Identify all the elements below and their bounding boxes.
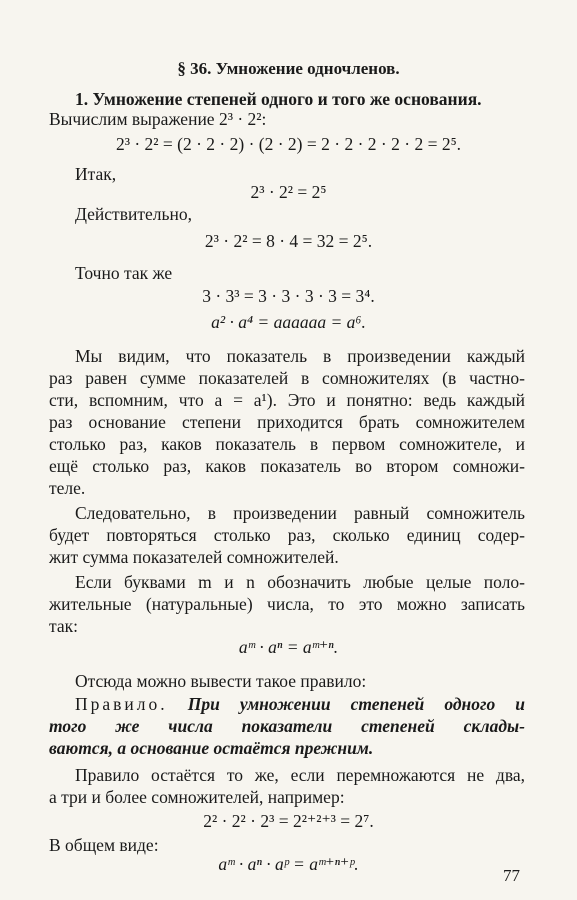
tochno-text: Точно так же [75,263,173,283]
para1-line-6: ещё столько раз, каков показатель во втором сомножи- [49,456,525,476]
section-title: § 36. Умножение одночленов. [177,59,400,78]
para2-line-2: будет повторяться столько раз, сколько единиц содер- [49,525,525,545]
para1-line-2: раз равен сумме показателей в сомножителях (в частно- [49,368,525,388]
para2-line-3: жит сумма показателей сомножителей. [49,547,339,567]
intro-expression: 2³ · 2²: [218,109,267,129]
equation-7: 2² · 2² · 2³ = 2²⁺²⁺³ = 2⁷. [203,811,374,831]
para4-line-1: Правило остаётся то же, если перемножаются не два, [75,765,525,785]
para2-line-1: Следовательно, в произведении равный сомножитель [75,503,525,523]
otsyuda-text: Отсюда можно вывести такое правило: [75,671,367,691]
para1-line-5: столько раз, каков показатель в первом сомножителе, и [49,434,525,454]
rule-text-1: При умножении степеней одного и [187,694,525,714]
para4-line-2: а три и более сомножителей, например: [49,787,345,807]
equation-6: aᵐ · aⁿ = aᵐ⁺ⁿ. [238,637,339,657]
rule-line-3: ваются, а основание остаётся прежним. [49,738,374,758]
para1-line-1: Мы видим, что показатель в произведении каждый [75,346,525,366]
equation-1: 2³ · 2² = (2 · 2 · 2) · (2 · 2) = 2 · 2 · 2 · 2 · 2 = 2⁵. [115,134,462,154]
equation-8: aᵐ · aⁿ · aᵖ = aᵐ⁺ⁿ⁺ᵖ. [218,854,359,874]
para1-line-4: раз основание степени приходится брать сомножителем [49,412,525,432]
subsection-number: 1. [75,89,89,109]
equation-3: 2³ · 2² = 8 · 4 = 32 = 2⁵. [204,231,373,251]
subsection-heading [75,88,482,110]
obshchem-text: В общем виде: [49,835,159,855]
page-number: 77 [503,866,520,885]
rule-line-2: того же числа показатели степеней склады- [49,716,525,736]
para3-line-2: жительные (натуральные) числа, то это можно записать [49,594,525,614]
para1-line-7: теле. [49,478,86,498]
para3-line-3: так: [49,616,78,636]
equation-5: a² · a⁴ = aaaaaa = a⁶. [211,312,366,332]
equation-2: 2³ · 2² = 2⁵ [250,182,327,202]
rule-line-1 [75,693,525,715]
intro-line [49,108,266,130]
para1-line-3: сти, вспомним, что a = a¹). Это и понятно: ведь каждый [49,390,525,410]
intro-text: Вычислим выражение [49,109,215,129]
subsection-title: Умножение степеней одного и того же основания. [92,89,482,109]
deistvitelno-text: Действительно, [75,204,192,224]
equation-4: 3 · 3³ = 3 · 3 · 3 · 3 = 3⁴. [202,286,375,306]
rule-label: Правило. [75,694,168,714]
para3-line-1: Если буквами m и n обозначить любые целые поло- [75,572,525,592]
itak-text: Итак, [75,164,117,184]
